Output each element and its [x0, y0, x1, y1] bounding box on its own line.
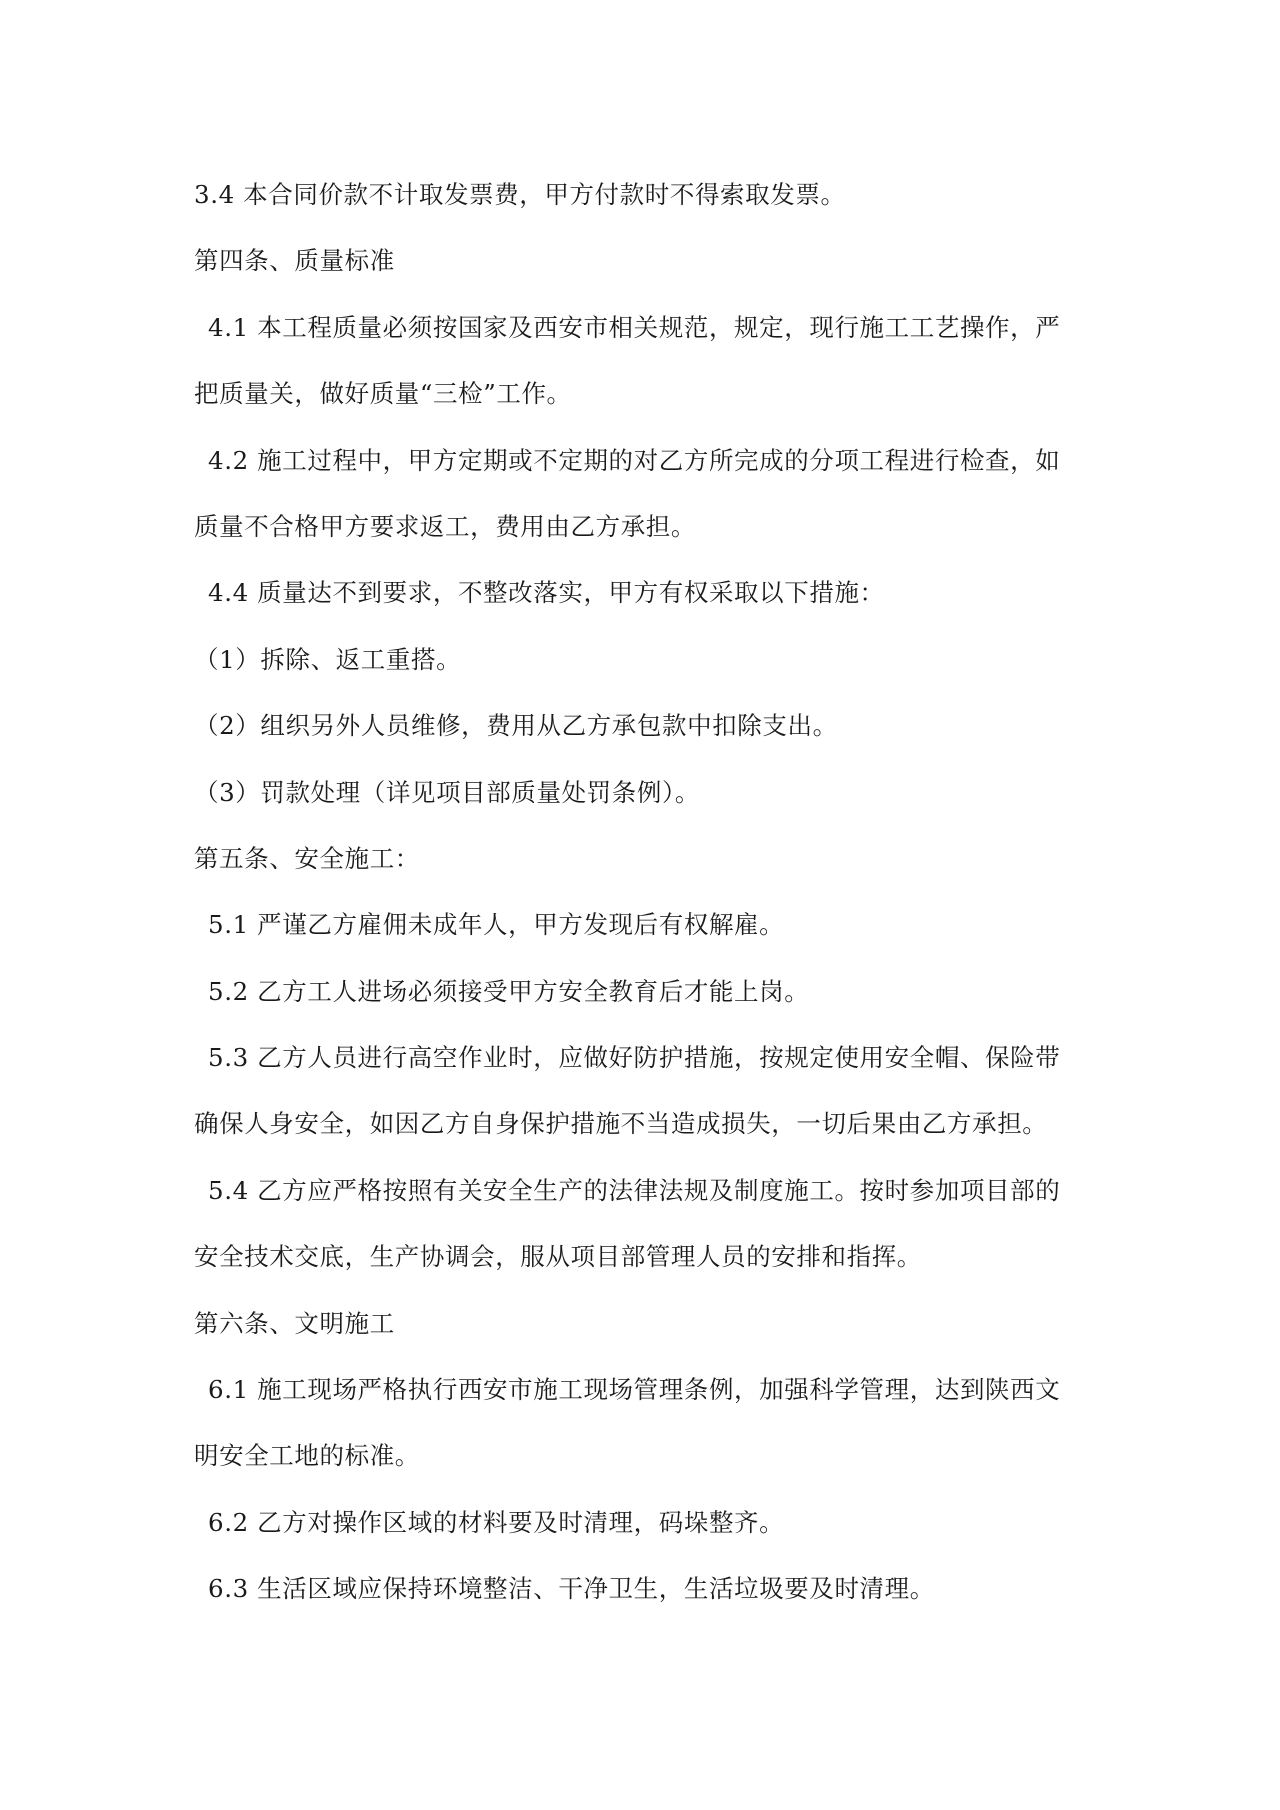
- clause-4-1: 4.1 本工程质量必须按国家及西安市相关规范，规定，现行施工工艺操作，严: [208, 312, 1061, 342]
- clause-5-3-continuation: 确保人身安全，如因乙方自身保护措施不当造成损失，一切后果由乙方承担。: [194, 1109, 1048, 1139]
- clause-5-4-continuation: 安全技术交底，生产协调会，服从项目部管理人员的安排和指挥。: [194, 1242, 922, 1272]
- measure-item-3: （3）罚款处理（详见项目部质量处罚条例）。: [194, 777, 700, 807]
- section-heading-4: 第四条、质量标准: [194, 246, 395, 276]
- clause-4-2: 4.2 施工过程中，甲方定期或不定期的对乙方所完成的分项工程进行检查，如: [208, 445, 1061, 475]
- clause-6-2: 6.2 乙方对操作区域的材料要及时清理，码垛整齐。: [208, 1507, 785, 1537]
- clause-5-3: 5.3 乙方人员进行高空作业时，应做好防护措施，按规定使用安全帽、保险带: [208, 1043, 1061, 1073]
- clause-6-1-continuation: 明安全工地的标准。: [194, 1441, 420, 1471]
- clause-4-1-continuation: 把质量关，做好质量“三检”工作。: [194, 379, 572, 409]
- section-heading-5: 第五条、安全施工：: [194, 843, 420, 873]
- section-heading-6: 第六条、文明施工: [194, 1308, 395, 1338]
- clause-5-1: 5.1 严谨乙方雇佣未成年人，甲方发现后有权解雇。: [208, 910, 785, 940]
- clause-3-4: 3.4 本合同价款不计取发票费，甲方付款时不得索取发票。: [194, 180, 846, 209]
- clause-4-4: 4.4 质量达不到要求，不整改落实，甲方有权采取以下措施：: [208, 578, 885, 608]
- clause-5-2: 5.2 乙方工人进场必须接受甲方安全教育后才能上岗。: [208, 976, 810, 1006]
- clause-6-3: 6.3 生活区域应保持环境整洁、干净卫生，生活垃圾要及时清理。: [208, 1574, 935, 1604]
- measure-item-1: （1）拆除、返工重搭。: [194, 644, 462, 674]
- document-body: [194, 162, 1094, 1623]
- measure-item-2: （2）组织另外人员维修，费用从乙方承包款中扣除支出。: [194, 711, 838, 741]
- clause-4-2-continuation: 质量不合格甲方要求返工，费用由乙方承担。: [194, 511, 696, 541]
- clause-5-4: 5.4 乙方应严格按照有关安全生产的法律法规及制度施工。按时参加项目部的: [208, 1175, 1061, 1205]
- clause-6-1: 6.1 施工现场严格执行西安市施工现场管理条例，加强科学管理，达到陕西文: [208, 1375, 1061, 1405]
